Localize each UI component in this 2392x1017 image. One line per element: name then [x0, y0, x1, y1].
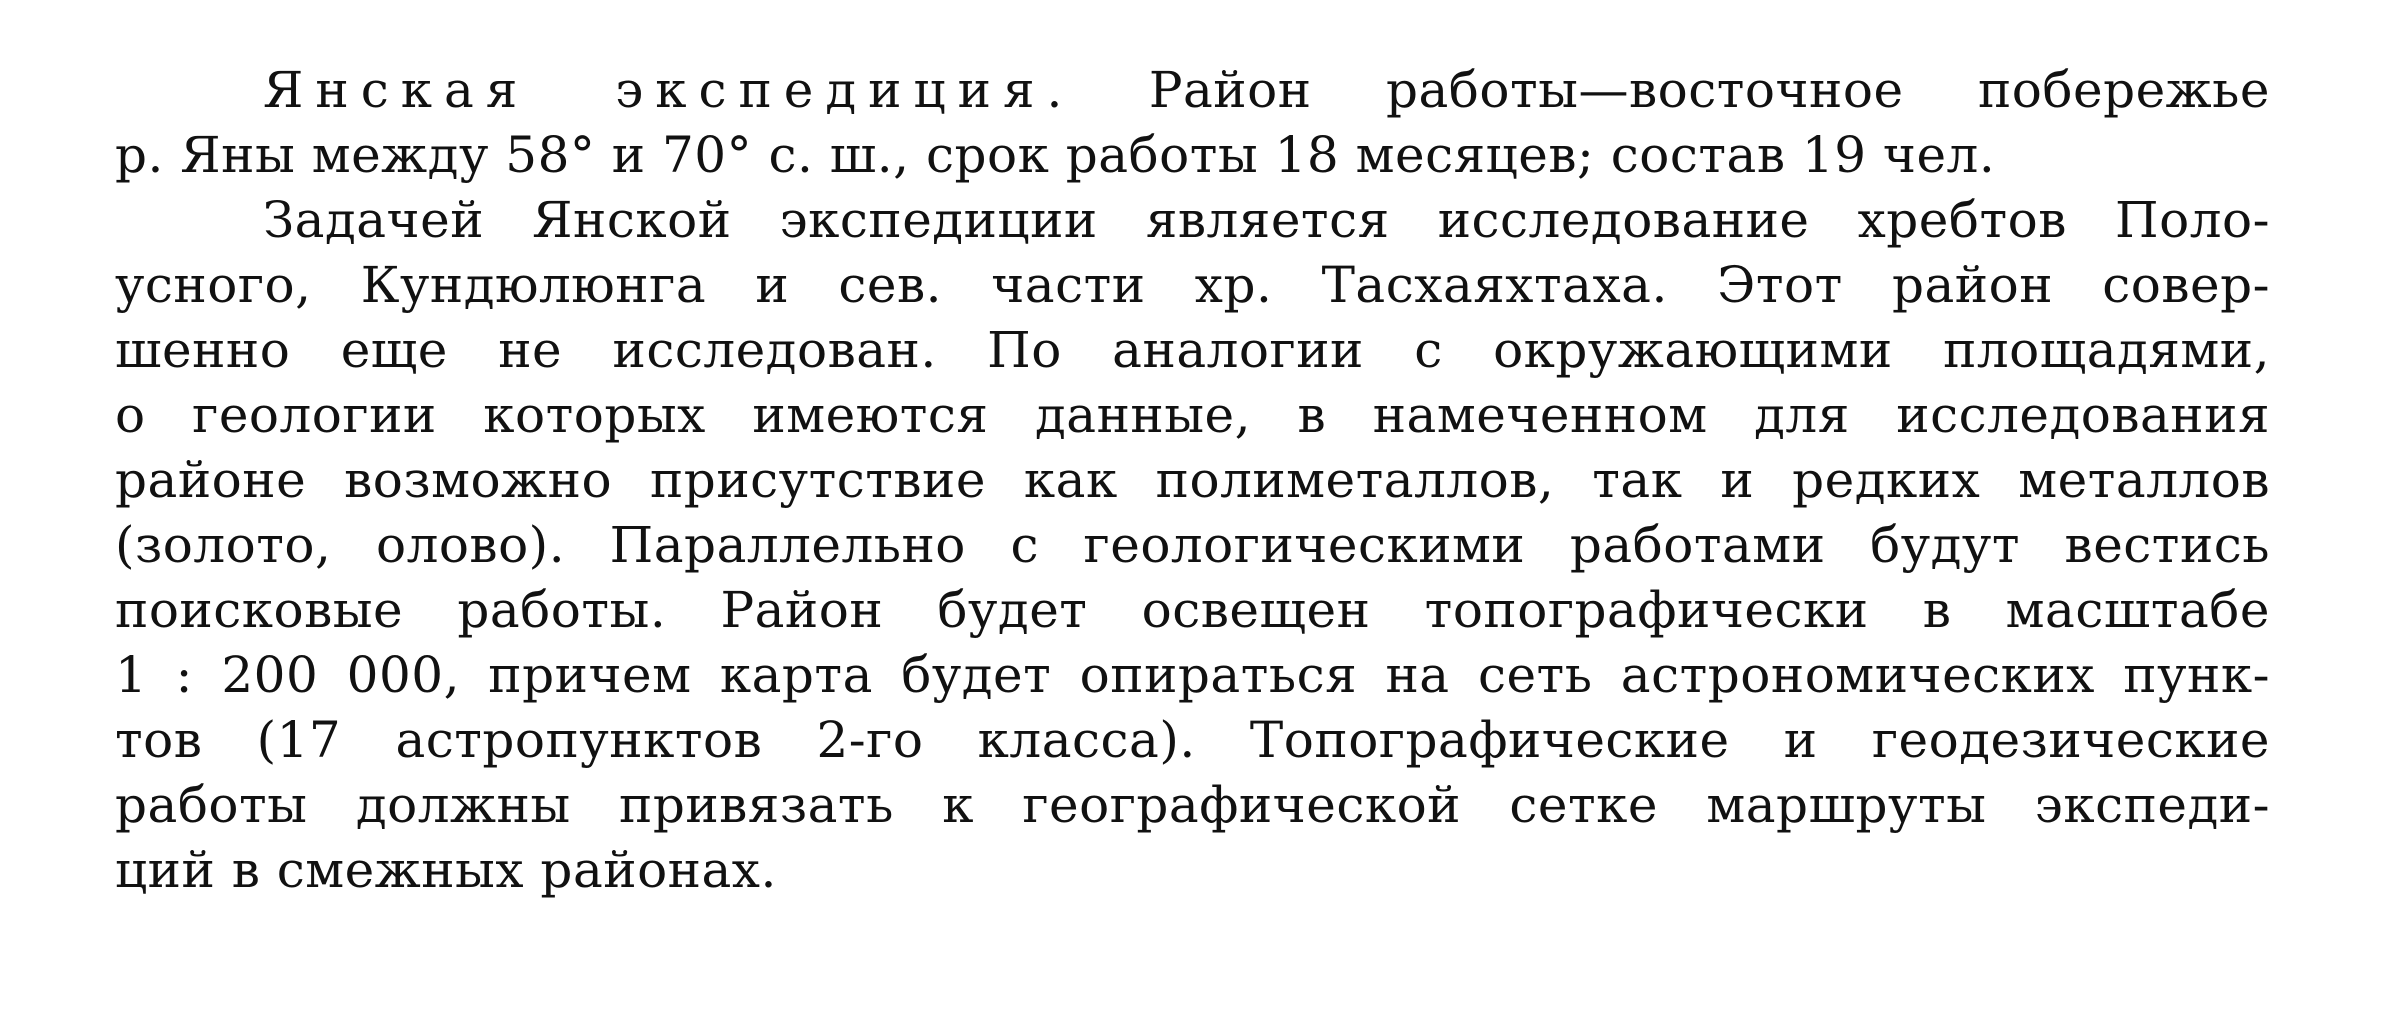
paragraph-2-line-3: шенно еще не исследован. По аналогии с окружающими площадями,	[115, 321, 2270, 379]
paragraph-1-line-1	[115, 58, 2270, 123]
document-text	[115, 58, 2270, 903]
paragraph-2-line-1: Задачей Янской экспедиции является исследование хребтов Поло-	[263, 191, 2270, 249]
expedition-heading: Янская экспедиция.	[263, 61, 1075, 119]
paragraph-2-line-5: районе возможно присутствие как полиметаллов, так и редких металлов	[115, 451, 2270, 509]
paragraph-2-line-9: тов (17 астропунктов 2-го класса). Топографические и геодезические	[115, 711, 2270, 769]
paragraph-2-line-2: усного, Кундюлюнга и сев. части хр. Тасхаяхтаха. Этот район совер-	[115, 256, 2270, 314]
paragraph-2-line-7: поисковые работы. Район будет освещен топографически в масштабе	[115, 581, 2270, 639]
paragraph-2-line-8: 1 : 200 000, причем карта будет опираться на сеть астрономических пунк-	[115, 646, 2270, 704]
paragraph-2-line-11: ций в смежных районах.	[115, 841, 777, 899]
paragraph-2-line-4: о геологии которых имеются данные, в намеченном для исследования	[115, 386, 2270, 444]
paragraph-2-line-10: работы должны привязать к географической сетке маршруты экспеди-	[115, 776, 2270, 834]
paragraph-2-line-6: (золото, олово). Параллельно с геологическими работами будут вестись	[115, 516, 2270, 574]
paragraph-1-line-1-text: Район работы—восточное побережье	[1148, 61, 2270, 119]
paragraph-1-line-2: р. Яны между 58° и 70° с. ш., срок работы 18 месяцев; состав 19 чел.	[115, 126, 1996, 184]
